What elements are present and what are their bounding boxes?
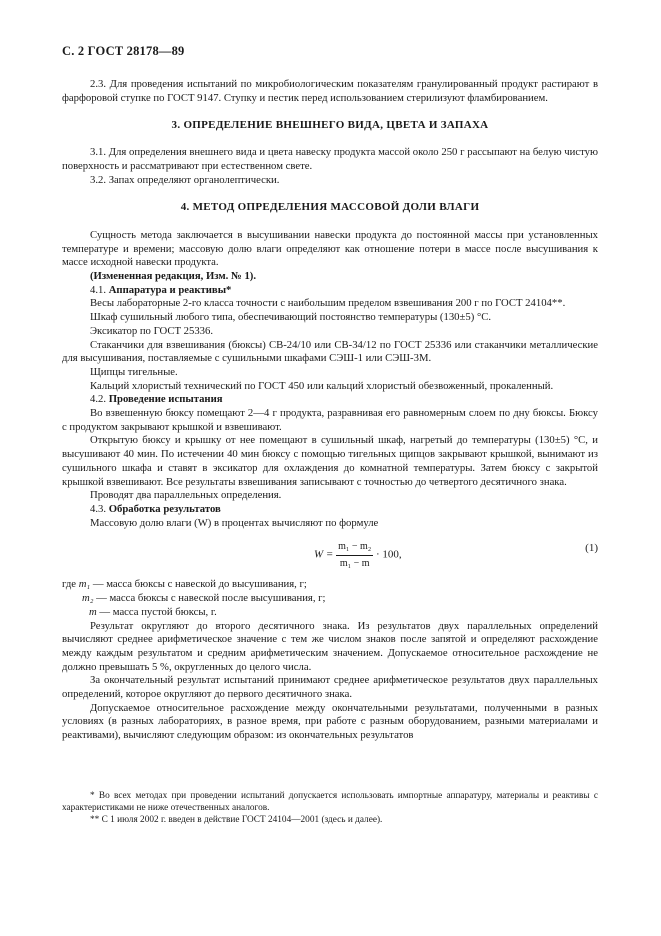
paragraph-rounding: Результат округляют до второго десятичного знака. Из результатов двух параллельных определений вычисляют среднее арифметическое значение с тем же числом знаков после запятой и определяют расхождение между каждым результатом и средним арифметическим значением. Допускаемое относительное расхождение не должно превышать 5 %, округленных до целого числа. [62, 619, 598, 673]
subsection-4-1-title: Аппаратура и реактивы* [108, 283, 232, 296]
subsection-4-2-heading [62, 393, 598, 407]
paragraph-calcium: Кальций хлористый технический по ГОСТ 450 или кальций хлористый обезвоженный, прокаленный. [90, 379, 554, 392]
paragraph-allowed-discrepancy: Допускаемое относительное расхождение между окончательными результатами, полученными в разных условиях (в разных лабораториях, в разное время, при работе с разным оборудованием, разными материалами и реактивами), вычисляют следующим образом: из окончательных результатов [62, 701, 598, 742]
paragraph-tongs: Щипцы тигельные. [90, 365, 178, 378]
variable-definition [62, 592, 598, 606]
variable-definition [62, 606, 598, 620]
subsection-4-2-number: 4.2. [90, 393, 107, 406]
formula-fraction [336, 540, 373, 570]
variable-symbol: m₁ [78, 578, 91, 591]
paragraph-cups: Стаканчики для взвешивания (бюксы) СВ-24/10 или СВ-34/12 по ГОСТ 25336 или стаканчики металлические для высушивания, поставляемые с сушильными шкафами СЭШ-1 или СЭШ-3М. [62, 338, 598, 365]
variable-description: — масса бюксы с навеской после высушивания, г; [96, 592, 326, 605]
variable-description: — масса пустой бюксы, г. [99, 605, 217, 618]
paragraph-4-2-b: Открытую бюксу и крышку от нее помещают в сушильный шкаф, нагретый до температуры (130±5) °С, и высушивают 40 мин. По истечении 40 мин бюксу с помощью тигельных щипцов закрывают крышкой, вынимают из сушильного шкафа и ставят в эксикатор для охлаждения до комнатной температуры. Затем бюксу с закрытой крышкой взвешивают. Все результаты взвешивания записывают с точностью до четвертого десятичного знака. [62, 434, 598, 488]
paragraph-3-2: 3.2. Запах определяют органолептически. [90, 173, 280, 186]
paragraph-3-1: 3.1. Для определения внешнего вида и цвета навеску продукта массой около 250 г рассыпают на белую чистую поверхность и рассматривают при естественном свете. [62, 146, 598, 172]
formula-1 [62, 534, 598, 576]
where-prefix: где [62, 578, 77, 591]
footnote-2: ** С 1 июля 2002 г. введен в действие ГОСТ 24104—2001 (здесь и далее). [90, 815, 383, 825]
footnote-1: * Во всех методах при проведении испытаний допускается использовать импортные аппаратуру, материалы и реактивы с характеристиками не ниже отечественных аналогов. [62, 791, 598, 813]
subsection-4-1-heading [62, 284, 598, 298]
section-4-title: 4. МЕТОД ОПРЕДЕЛЕНИЯ МАССОВОЙ ДОЛИ ВЛАГИ [180, 201, 480, 214]
edit-note: (Измененная редакция, Изм. № 1). [90, 270, 257, 283]
formula-rhs: · 100, [376, 549, 402, 562]
formula-lhs: W = [314, 549, 334, 562]
subsection-4-2-title: Проведение испытания [108, 393, 223, 406]
subsection-4-1-number: 4.1. [90, 283, 107, 296]
variable-definition [62, 578, 598, 592]
formula-denominator: m₁ − m [339, 558, 370, 570]
paragraph-desiccator: Эксикатор по ГОСТ 25336. [90, 324, 214, 337]
formula-numerator: m₁ − m₂ [336, 540, 373, 556]
paragraph-scales: Весы лабораторные 2-го класса точности с наибольшим пределом взвешивания 200 г по ГОСТ 24104**. [90, 297, 566, 310]
footnotes [62, 790, 598, 826]
page-header: С. 2 ГОСТ 28178—89 [62, 44, 185, 58]
paragraph-2-3: 2.3. Для проведения испытаний по микробиологическим показателям гранулированный продукт растирают в фарфоровой ступке по ГОСТ 9147. Ступку и пестик перед использованием стерилизуют фламбированием. [62, 78, 598, 104]
variable-symbol: m₂ [82, 592, 94, 605]
document-body [62, 78, 598, 743]
section-3-title: 3. ОПРЕДЕЛЕНИЕ ВНЕШНЕГО ВИДА, ЦВЕТА И ЗАПАХА [171, 119, 489, 132]
paragraph-oven: Шкаф сушильный любого типа, обеспечивающий постоянство температуры (130±5) °С. [90, 311, 492, 324]
subsection-4-3-heading [62, 503, 598, 517]
formula-number: (1) [585, 542, 598, 555]
variable-symbol: m [89, 605, 97, 618]
paragraph-4-2-c: Проводят два параллельных определения. [90, 489, 282, 502]
subsection-4-3-title: Обработка результатов [108, 502, 221, 515]
paragraph-4-3-a: Массовую долю влаги (W) в процентах вычисляют по формуле [90, 516, 379, 529]
formula-expression [314, 540, 402, 570]
variable-definitions [62, 578, 598, 619]
paragraph-4-2-a: Во взвешенную бюксу помещают 2—4 г продукта, разравнивая его равномерным слоем по дну бюксы. Бюксу с продуктом закрывают крышкой и взвешивают. [62, 407, 598, 433]
paragraph-4-intro: Сущность метода заключается в высушивании навески продукта до постоянной массы при установленных температуре и времени; массовую долю влаги определяют как отношение потери в массе после высушивания к массе исходной навески продукта. [62, 228, 598, 269]
subsection-4-3-number: 4.3. [90, 502, 107, 515]
variable-description: — масса бюксы с навеской до высушивания, г; [92, 578, 307, 591]
paragraph-final-result: За окончательный результат испытаний принимают среднее арифметическое результатов двух параллельных определений, которое округляют до первого десятичного знака. [62, 674, 598, 701]
